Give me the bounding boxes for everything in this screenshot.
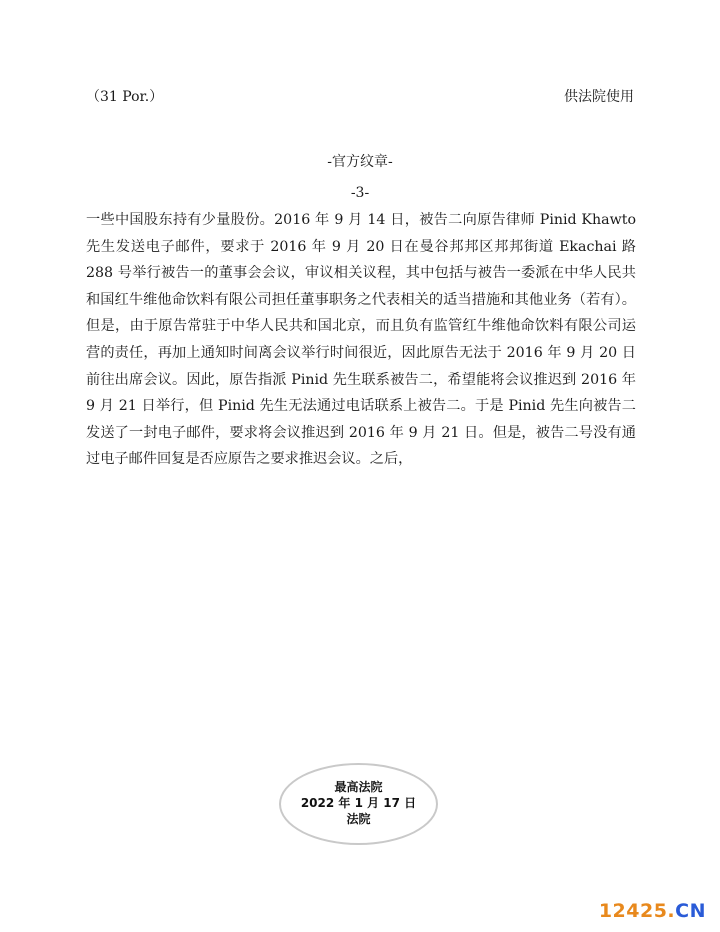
- stamp-label: 法院: [346, 812, 371, 826]
- site-watermark: [599, 900, 706, 922]
- body-paragraph: 一些中国股东持有少量股份。2016 年 9 月 14 日，被告二向原告律师 Pinid Khawto 先生发送电子邮件，要求于 2016 年 9 月 20 日在曼谷邦邦区邦邦街道 Ekachai 路 288 号举行被告一的董事会会议，审议相关议程，其中包括与被告一委派在中华人民共和国红牛维他命饮料有限公司担任董事职务之代表相关的适当措施和其他业务（若有）。但是，由于原告常驻于中华人民共和国北京，而且负有监管红牛维他命饮料有限公司运营的责任，再加上通知时间离会议举行时间很近，因此原告无法于 2016 年 9 月 20 日前往出席会议。因此，原告指派 Pinid 先生联系被告二，希望能将会议推迟到 2016 年 9 月 21 日举行，但 Pinid 先生无法通过电话联系上被告二。于是 Pinid 先生向被告二发送了一封电子邮件，要求将会议推迟到 2016 年 9 月 21 日。但是，被告二号没有通过电子邮件回复是否应原告之要求推迟会议。之后，: [86, 212, 636, 468]
- court-stamp: [279, 763, 438, 845]
- official-emblem-label: -官方纹章-: [327, 154, 393, 170]
- watermark-number: 12425: [598, 900, 668, 922]
- body-text: [86, 207, 636, 473]
- stamp-date: 2022 年 1 月 17 日: [300, 796, 417, 810]
- court-use-header: 供法院使用: [564, 89, 634, 105]
- watermark-suffix: CN: [675, 900, 706, 922]
- case-number-header: （31 Por.）: [86, 89, 164, 105]
- stamp-court-name: 最高法院: [334, 780, 383, 794]
- watermark-dot: .: [667, 900, 676, 922]
- page-number: -3-: [350, 185, 370, 201]
